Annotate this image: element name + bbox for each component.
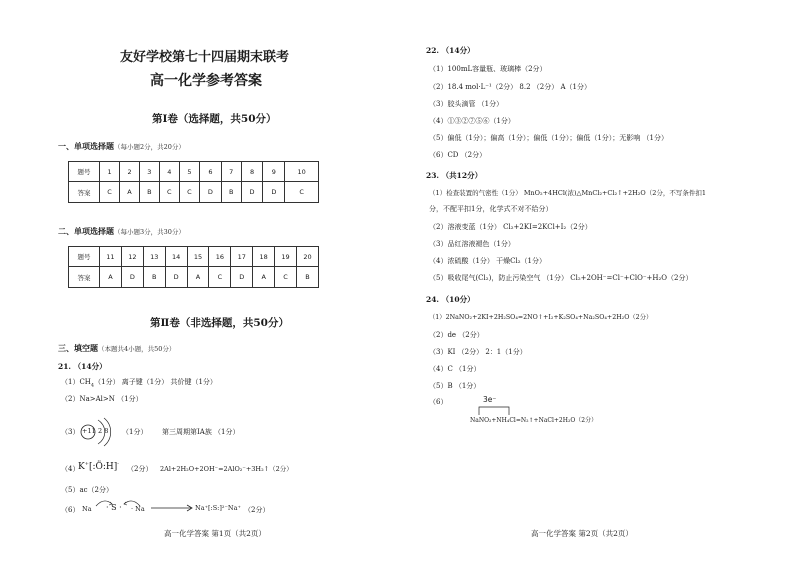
table-cell: 16 xyxy=(209,247,231,267)
section3-note: （本题共4小题，共50分） xyxy=(98,345,176,353)
answer-table-1 xyxy=(68,161,319,203)
q24-heading: 24. （10分） xyxy=(426,295,475,304)
table-cell: D xyxy=(199,182,221,203)
table-cell: 18 xyxy=(253,247,275,267)
q23-line5: （5）吸收尾气(Cl₂)，防止污染空气 （1分） Cl₂+2OH⁻=Cl⁻+ClO⁻+H₂O（2分） xyxy=(429,274,693,282)
q24-line1: （1）2NaNO₂+2KI+2H₂SO₄=2NO↑+I₂+K₂SO₄+Na₂SO₄+2H₂O（2分） xyxy=(429,314,653,321)
section1-heading xyxy=(58,141,185,152)
q21-line1 xyxy=(61,377,217,388)
electron-count-label: 3e⁻ xyxy=(483,395,497,404)
q22-line2: （2）18.4 mol·L⁻¹（2分） 8.2 （2分） A（1分） xyxy=(429,83,591,91)
table-cell: C xyxy=(159,182,179,203)
sulfur-atom: · S · xyxy=(106,503,122,512)
q21-line3-prefix: （3） xyxy=(61,428,80,436)
part2-title: 第Ⅱ卷（非选择题，共50分） xyxy=(150,317,289,329)
atom-nucleus-label: +11 xyxy=(82,427,96,435)
sodium-sulfide-product: Na⁺[:S:]²⁻Na⁺ xyxy=(195,504,241,512)
hydroxide-electron-formula: [:Ö:H] xyxy=(88,462,118,472)
table-cell: 3 xyxy=(139,162,159,182)
page1-footer: 高一化学答案 第1页（共2页） xyxy=(164,529,266,538)
q22-heading: 22. （14分） xyxy=(426,46,475,55)
table-cell: D xyxy=(263,182,285,203)
table-cell: B xyxy=(143,267,165,288)
table-cell: 19 xyxy=(275,247,297,267)
table-cell: B xyxy=(139,182,159,203)
table-cell: C xyxy=(275,267,297,288)
q24-line6-equation: NaNO₂+NH₄Cl=N₂↑+NaCl+2H₂O（2分） xyxy=(470,417,598,424)
q22-line5: （5）偏低（1分）；偏高（1分）；偏低（1分）；偏低（1分）；无影响 （1分） xyxy=(429,134,668,142)
section3-heading xyxy=(58,343,175,354)
table-cell: B xyxy=(297,267,319,288)
q22-line4: （4）①③②⑦⑤⑥（1分） xyxy=(429,117,515,125)
table-row-label: 题号 xyxy=(69,162,100,182)
electron-transfer-bracket xyxy=(477,405,513,415)
q24-line2: （2）de （2分） xyxy=(429,331,484,339)
q21-line6-score: （2分） xyxy=(244,506,270,514)
table-cell: 1 xyxy=(100,162,120,182)
section2-label: 二、单项选择题 xyxy=(58,226,114,236)
table-cell: 10 xyxy=(285,162,319,182)
answer-table-2 xyxy=(68,246,319,288)
table-cell: 8 xyxy=(241,162,263,182)
table-cell: 5 xyxy=(179,162,199,182)
table-cell: 6 xyxy=(199,162,221,182)
table-cell: 17 xyxy=(231,247,253,267)
q21-line4-formula xyxy=(78,461,119,472)
q22-line6: （6）CD （2分） xyxy=(429,151,487,159)
table-cell: 11 xyxy=(100,247,122,267)
table-cell: 12 xyxy=(121,247,143,267)
right-page xyxy=(397,0,794,561)
table-cell: 14 xyxy=(165,247,187,267)
table-cell: D xyxy=(165,267,187,288)
q21-line3-period: 第三周期第ⅠA族 （1分） xyxy=(162,428,240,436)
q21-line6-prefix: （6） xyxy=(61,506,80,514)
q21-line2: （2）Na>Al>N （1分） xyxy=(61,395,143,403)
section1-label: 一、单项选择题 xyxy=(58,141,114,151)
q22-line1: （1）100mL容量瓶、玻璃棒（2分） xyxy=(429,65,547,73)
q22-line3: （3）胶头滴管 （1分） xyxy=(429,100,504,108)
section2-note: （每小题3分，共30分） xyxy=(114,228,185,236)
section2-heading xyxy=(58,226,185,237)
table-cell: C xyxy=(100,182,120,203)
q21-line4-score: （2分） xyxy=(127,465,153,473)
section1-note: （每小题2分，共20分） xyxy=(114,143,185,151)
school-title: 友好学校第七十四届期末联考 xyxy=(120,50,290,65)
table-row-label: 答案 xyxy=(69,267,100,288)
table-cell: 9 xyxy=(263,162,285,182)
table-cell: 13 xyxy=(143,247,165,267)
q23-line2: （2）溶液变蓝（1分） Cl₂+2KI=2KCl+I₂（2分） xyxy=(429,223,592,231)
hydroxide-charge: - xyxy=(117,461,119,467)
table-cell: 20 xyxy=(297,247,319,267)
part1-title: 第Ⅰ卷（选择题，共50分） xyxy=(152,113,277,125)
reaction-arrow-icon xyxy=(150,504,194,512)
q21-line5: （5）ac（2分） xyxy=(61,486,114,494)
q21-line1-subscript: 4 xyxy=(90,382,95,389)
q23-line4: （4）浓硫酸（1分） 干燥Cl₂（1分） xyxy=(429,257,546,265)
table-row-label: 答案 xyxy=(69,182,100,203)
q23-line3: （3）品红溶液褪色（1分） xyxy=(429,240,515,248)
section3-label: 三、填空题 xyxy=(58,343,98,353)
table-cell: C xyxy=(179,182,199,203)
table-cell: A xyxy=(253,267,275,288)
q21-line1-rest: （1分） 离子键（1分） 共价键（1分） xyxy=(94,378,217,386)
q21-line4-prefix: （4） xyxy=(61,465,80,473)
q24-line4: （4）C （1分） xyxy=(429,365,481,373)
q24-line3: （3）KI （2分） 2：1（1分） xyxy=(429,348,527,356)
table-cell: A xyxy=(100,267,122,288)
table-cell: 4 xyxy=(159,162,179,182)
table-cell: B xyxy=(221,182,241,203)
table-cell: C xyxy=(285,182,319,203)
q24-line5: （5）B （1分） xyxy=(429,382,481,390)
q23-line1: （1）检查装置的气密性（1分） MnO₂+4HCl(浓)△MnCl₂+Cl₂↑+2H₂O（2分，不写条件扣1 xyxy=(429,189,706,197)
table-cell: C xyxy=(209,267,231,288)
q21-line1-text: （1）CH xyxy=(61,378,91,386)
table-cell: 2 xyxy=(120,162,140,182)
q23-line1-continued: 分，不配平扣1分，化学式不对不给分） xyxy=(429,205,553,213)
q23-heading: 23. （共12分） xyxy=(426,171,483,180)
page2-footer: 高一化学答案 第2页（共2页） xyxy=(531,529,633,538)
q21-heading: 21. （14分） xyxy=(58,362,107,371)
table-cell: 7 xyxy=(221,162,241,182)
table-cell: D xyxy=(121,267,143,288)
sodium-atom-left: Na xyxy=(82,505,92,513)
atom-shell-electrons: 2 8 xyxy=(98,427,109,435)
table-cell: 15 xyxy=(187,247,209,267)
table-row-label: 题号 xyxy=(69,247,100,267)
sodium-atom-right: · Na xyxy=(131,505,145,513)
potassium-charge: + xyxy=(84,461,89,467)
subject-title: 高一化学参考答案 xyxy=(150,73,262,89)
q21-line3-score: （1分） xyxy=(122,428,148,436)
q21-line4-equation: 2Al+2H₂O+2OH⁻=2AlO₂⁻+3H₂↑（2分） xyxy=(160,465,293,473)
table-cell: D xyxy=(241,182,263,203)
potassium-symbol: K xyxy=(78,462,85,472)
table-cell: A xyxy=(187,267,209,288)
table-cell: A xyxy=(120,182,140,203)
q24-line6-prefix: （6） xyxy=(429,398,448,406)
table-cell: D xyxy=(231,267,253,288)
